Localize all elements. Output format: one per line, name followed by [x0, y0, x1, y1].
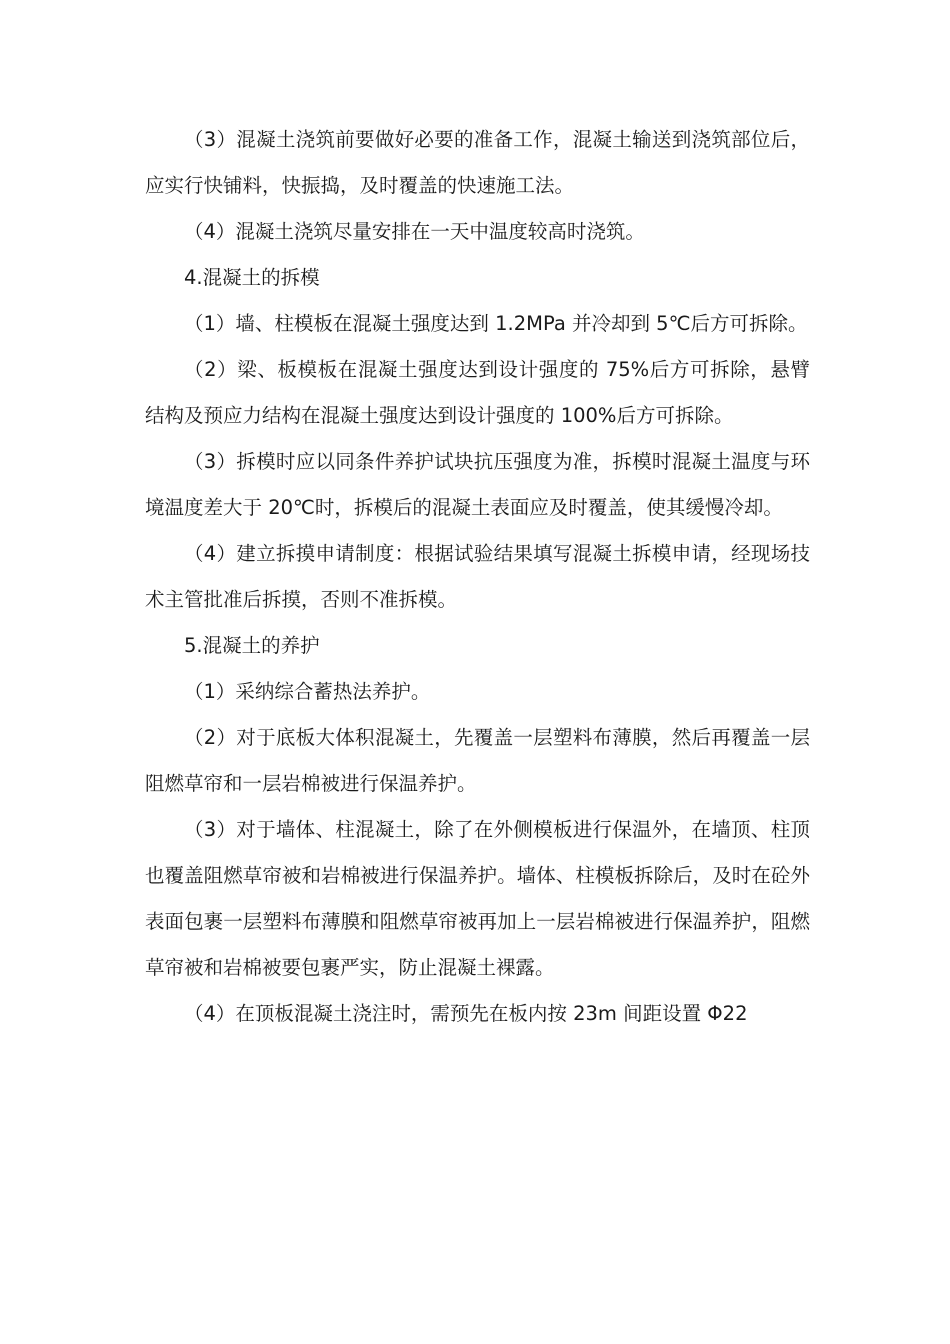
paragraph-wall-column-formwork: （1）墙、柱模板在混凝土强度达到 1.2MPa 并冷却到 5℃后方可拆除。: [184, 312, 808, 335]
paragraph-curing-method: （1）采纳综合蓄热法养护。: [184, 680, 431, 703]
section-heading-formwork-removal: 4.混凝土的拆模: [184, 266, 320, 289]
paragraph-pouring-timing: （4）混凝土浇筑尽量安排在一天中温度较高时浇筑。: [184, 220, 645, 243]
document-body: [145, 117, 810, 1037]
paragraph-wall-column-curing: （3）对于墙体、柱混凝土，除了在外侧模板进行保温外，在墙顶、柱顶也覆盖阻燃草帘被和岩棉被进行保温养护。墙体、柱模板拆除后，及时在砼外表面包裹一层塑料布薄膜和阻燃草帘被再加上一层岩棉被进行保温养护，阻燃草帘被和岩棉被要包裹严实，防止混凝土裸露。: [145, 818, 810, 979]
paragraph-base-slab-curing: （2）对于底板大体积混凝土，先覆盖一层塑料布薄膜，然后再覆盖一层阻燃草帘和一层岩棉被进行保温养护。: [145, 726, 810, 795]
paragraph-removal-application: （4）建立拆摸申请制度：根据试验结果填写混凝土拆模申请，经现场技术主管批准后拆摸，否则不准拆模。: [145, 542, 810, 611]
paragraph-roof-slab-pouring: （4）在顶板混凝土浇注时，需预先在板内按 23m 间距设置 Φ22: [184, 1002, 748, 1025]
section-heading-curing: 5.混凝土的养护: [184, 634, 320, 657]
paragraph-pouring-preparation: （3）混凝土浇筑前要做好必要的准备工作，混凝土输送到浇筑部位后，应实行快铺料，快振捣，及时覆盖的快速施工法。: [145, 128, 810, 197]
paragraph-removal-criteria: （3）拆模时应以同条件养护试块抗压强度为准，拆模时混凝土温度与环境温度差大于 20℃时，拆模后的混凝土表面应及时覆盖，使其缓慢冷却。: [145, 450, 810, 519]
paragraph-beam-slab-formwork: （2）梁、板模板在混凝土强度达到设计强度的 75%后方可拆除，悬臂结构及预应力结构在混凝土强度达到设计强度的 100%后方可拆除。: [145, 358, 810, 427]
